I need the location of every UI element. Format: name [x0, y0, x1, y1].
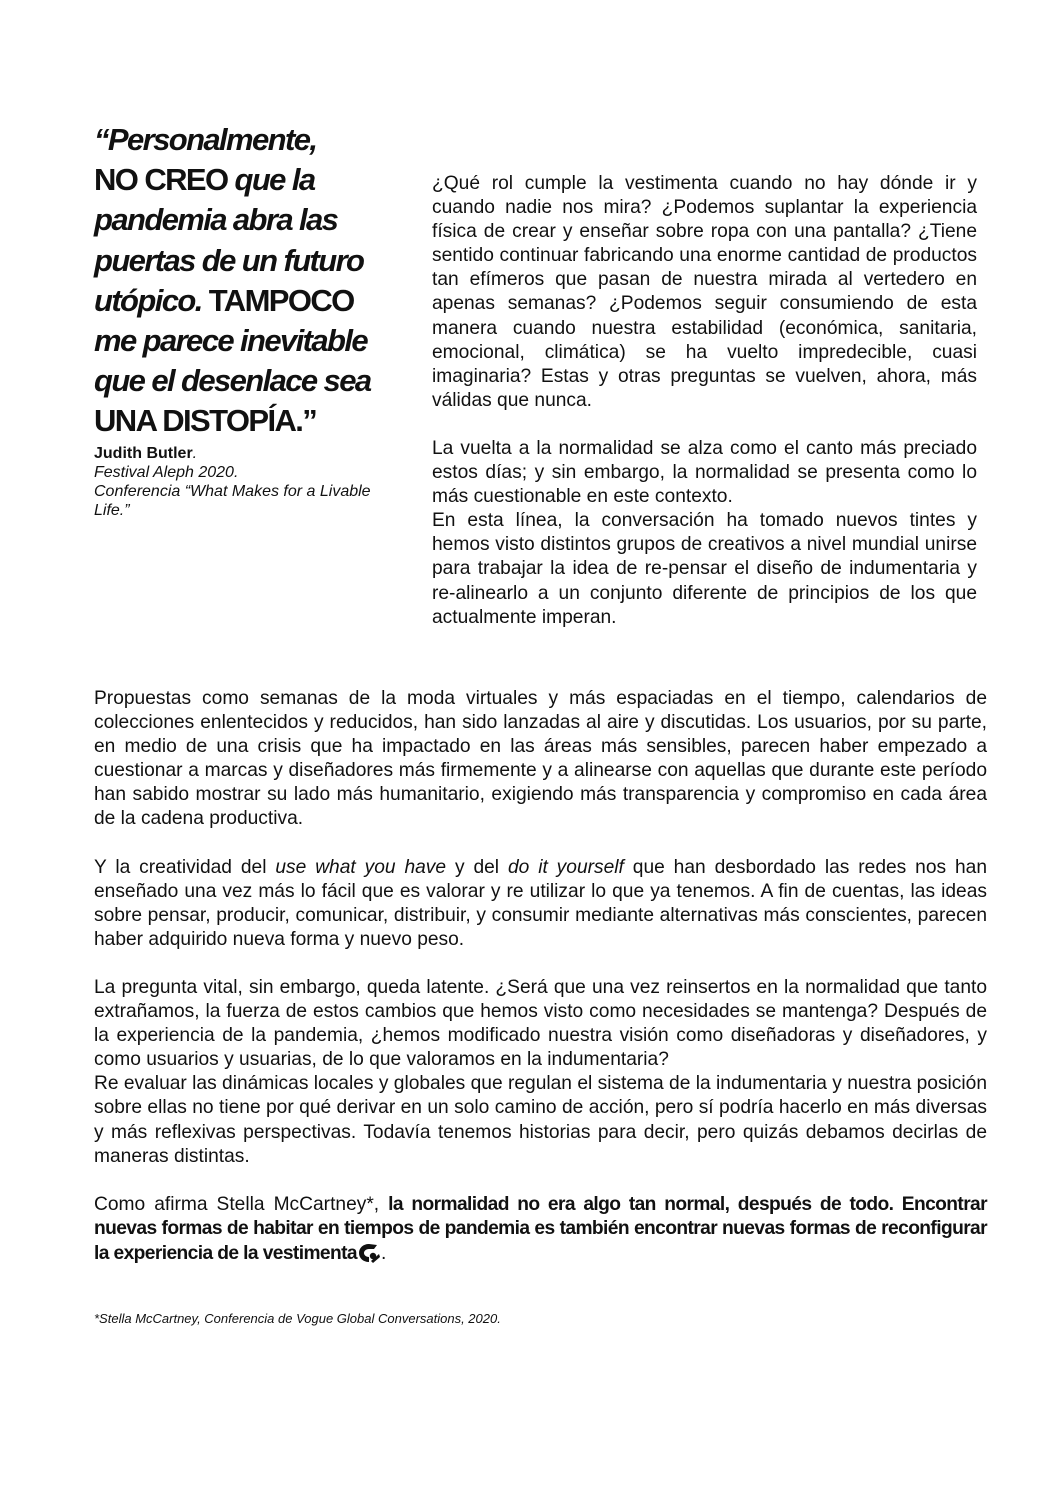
body-paragraph: La pregunta vital, sin embargo, queda latente. ¿Será que una vez reinsertos en la normalidad que tanto extrañamos, la fuerza de estos cambios que hemos visto como necesidades se mantenga? Después de la experiencia de la pandemia, ¿hemos modificado nuestra visión como diseñadoras y diseñadores, y como usuarios y usuarias, de lo que valoramos en la indumentaria?	[94, 976, 987, 1071]
italic-phrase: do it yourself	[507, 856, 624, 878]
talk-title: Conferencia “What Makes for a Livable Life.”	[94, 482, 371, 519]
body-paragraph: Y la creatividad del use what you have y del do it yourself que han desbordado las redes nos han enseñado una vez más lo fácil que es valorar y re utilizar lo que ya tenemos. A fin de cuentas, las ideas sobre pensar, producir, comunicar, distribuir, y consumir mediante alternativas más conscientes, parecen haber adquirido nueva forma y nuevo peso.	[94, 856, 987, 950]
quote-emphasis: NO CREO	[94, 162, 228, 198]
end-mark-icon	[357, 1241, 381, 1265]
author-name: Judith Butler	[94, 444, 193, 462]
intro-paragraph: En esta línea, la conversación ha tomado nuevos tintes y hemos visto distintos grupos de creativos a nivel mundial unirse para trabajar la idea de re-pensar el diseño de indumentaria y re-alinearlo a un conjunto diferente de principios de los que actualmente imperan.	[432, 510, 977, 628]
quote-segment: sea	[323, 363, 371, 399]
quote-emphasis: UNA DISTOPÍA.	[94, 403, 303, 439]
quote-attribution: Judith Butler. Festival Aleph 2020. Conferencia “What Makes for a Livable Life.”	[94, 444, 371, 519]
intro-column	[432, 172, 977, 630]
body-paragraph: Propuestas como semanas de la moda virtuales y más espaciadas en el tiempo, calendarios de colecciones enlentecidos y reducidos, han sido lanzadas al aire y discutidas. Los usuarios, por su parte, en medio de una crisis que ha impactado en las áreas más sensibles, parecen haber empezado a cuestionar a marcas y diseñadores más firmemente y a alinearse con aquellas que durante este período han sabido mostrar su lado más humanitario, exigiendo más transparencia y compromiso en cada área de la cadena productiva.	[94, 688, 987, 830]
footnote: *Stella McCartney, Conferencia de Vogue Global Conversations, 2020.	[94, 1311, 501, 1326]
pull-quote: “Personalmente, NO CREO que la pandemia abra las puertas de un futuro utópico. TAMPOCO me parece inevitable que el desenlace sea UNA DISTOPÍA.”	[94, 122, 371, 439]
intro-paragraph: ¿Qué rol cumple la vestimenta cuando no hay dónde ir y cuando nadie nos mira? ¿Podemos suplantar la experiencia física de crear y enseñar sobre ropa con una pantalla? ¿Tiene sentido continuar fabricando una enorme cantidad de productos tan efímeros que pasan de nuestra mirada al vertedero en apenas semanas? ¿Podemos seguir consumiendo de esta manera cuando nuestra estabilidad (económica, sanitaria, emocional, climática) se ha vuelto impredecible, cuasi imaginaria? Estas y otras preguntas se vuelven, ahora, más válidas que nunca.	[432, 173, 977, 411]
pull-quote-block	[94, 120, 384, 520]
closing-paragraph: Como afirma Stella McCartney*, la normalidad no era algo tan normal, después de todo. Encontrar nuevas formas de habitar en tiempos de pandemia es también encontrar nuevas formas de reconfigurar la experiencia de la vestimenta .	[94, 1193, 987, 1264]
event-name: Festival Aleph 2020.	[94, 463, 239, 481]
quote-emphasis: TAMPOCO	[208, 282, 354, 318]
italic-phrase: use what you have	[275, 856, 447, 878]
quote-segment: me parece inevitable que el desenlace	[94, 323, 367, 399]
intro-paragraph: La vuelta a la normalidad se alza como el canto más preciado estos días; y sin embargo, la normalidad se presenta como lo más cuestionable en este contexto.	[432, 437, 977, 508]
quote-segment: que la pandemia abra las puertas de un futuro utópico.	[94, 162, 364, 318]
quote-segment: Personalmente,	[107, 122, 317, 157]
body-paragraph: Re evaluar las dinámicas locales y globales que regulan el sistema de la indumentaria y nuestra posición sobre ellas no tiene por qué derivar en un solo camino de acción, pero sí podría hacerlo en más diversas y más reflexivas perspectivas. Todavía tenemos historias para decir, pero quizás debamos decirlas de maneras distintas.	[94, 1073, 987, 1167]
closing-emphasis: la normalidad no era algo tan normal, después de todo. Encontrar nuevas formas de habitar en tiempos de pandemia es también encontrar nuevas formas de reconfigurar la experiencia de la vestimenta	[94, 1193, 987, 1264]
main-body	[94, 687, 987, 1266]
